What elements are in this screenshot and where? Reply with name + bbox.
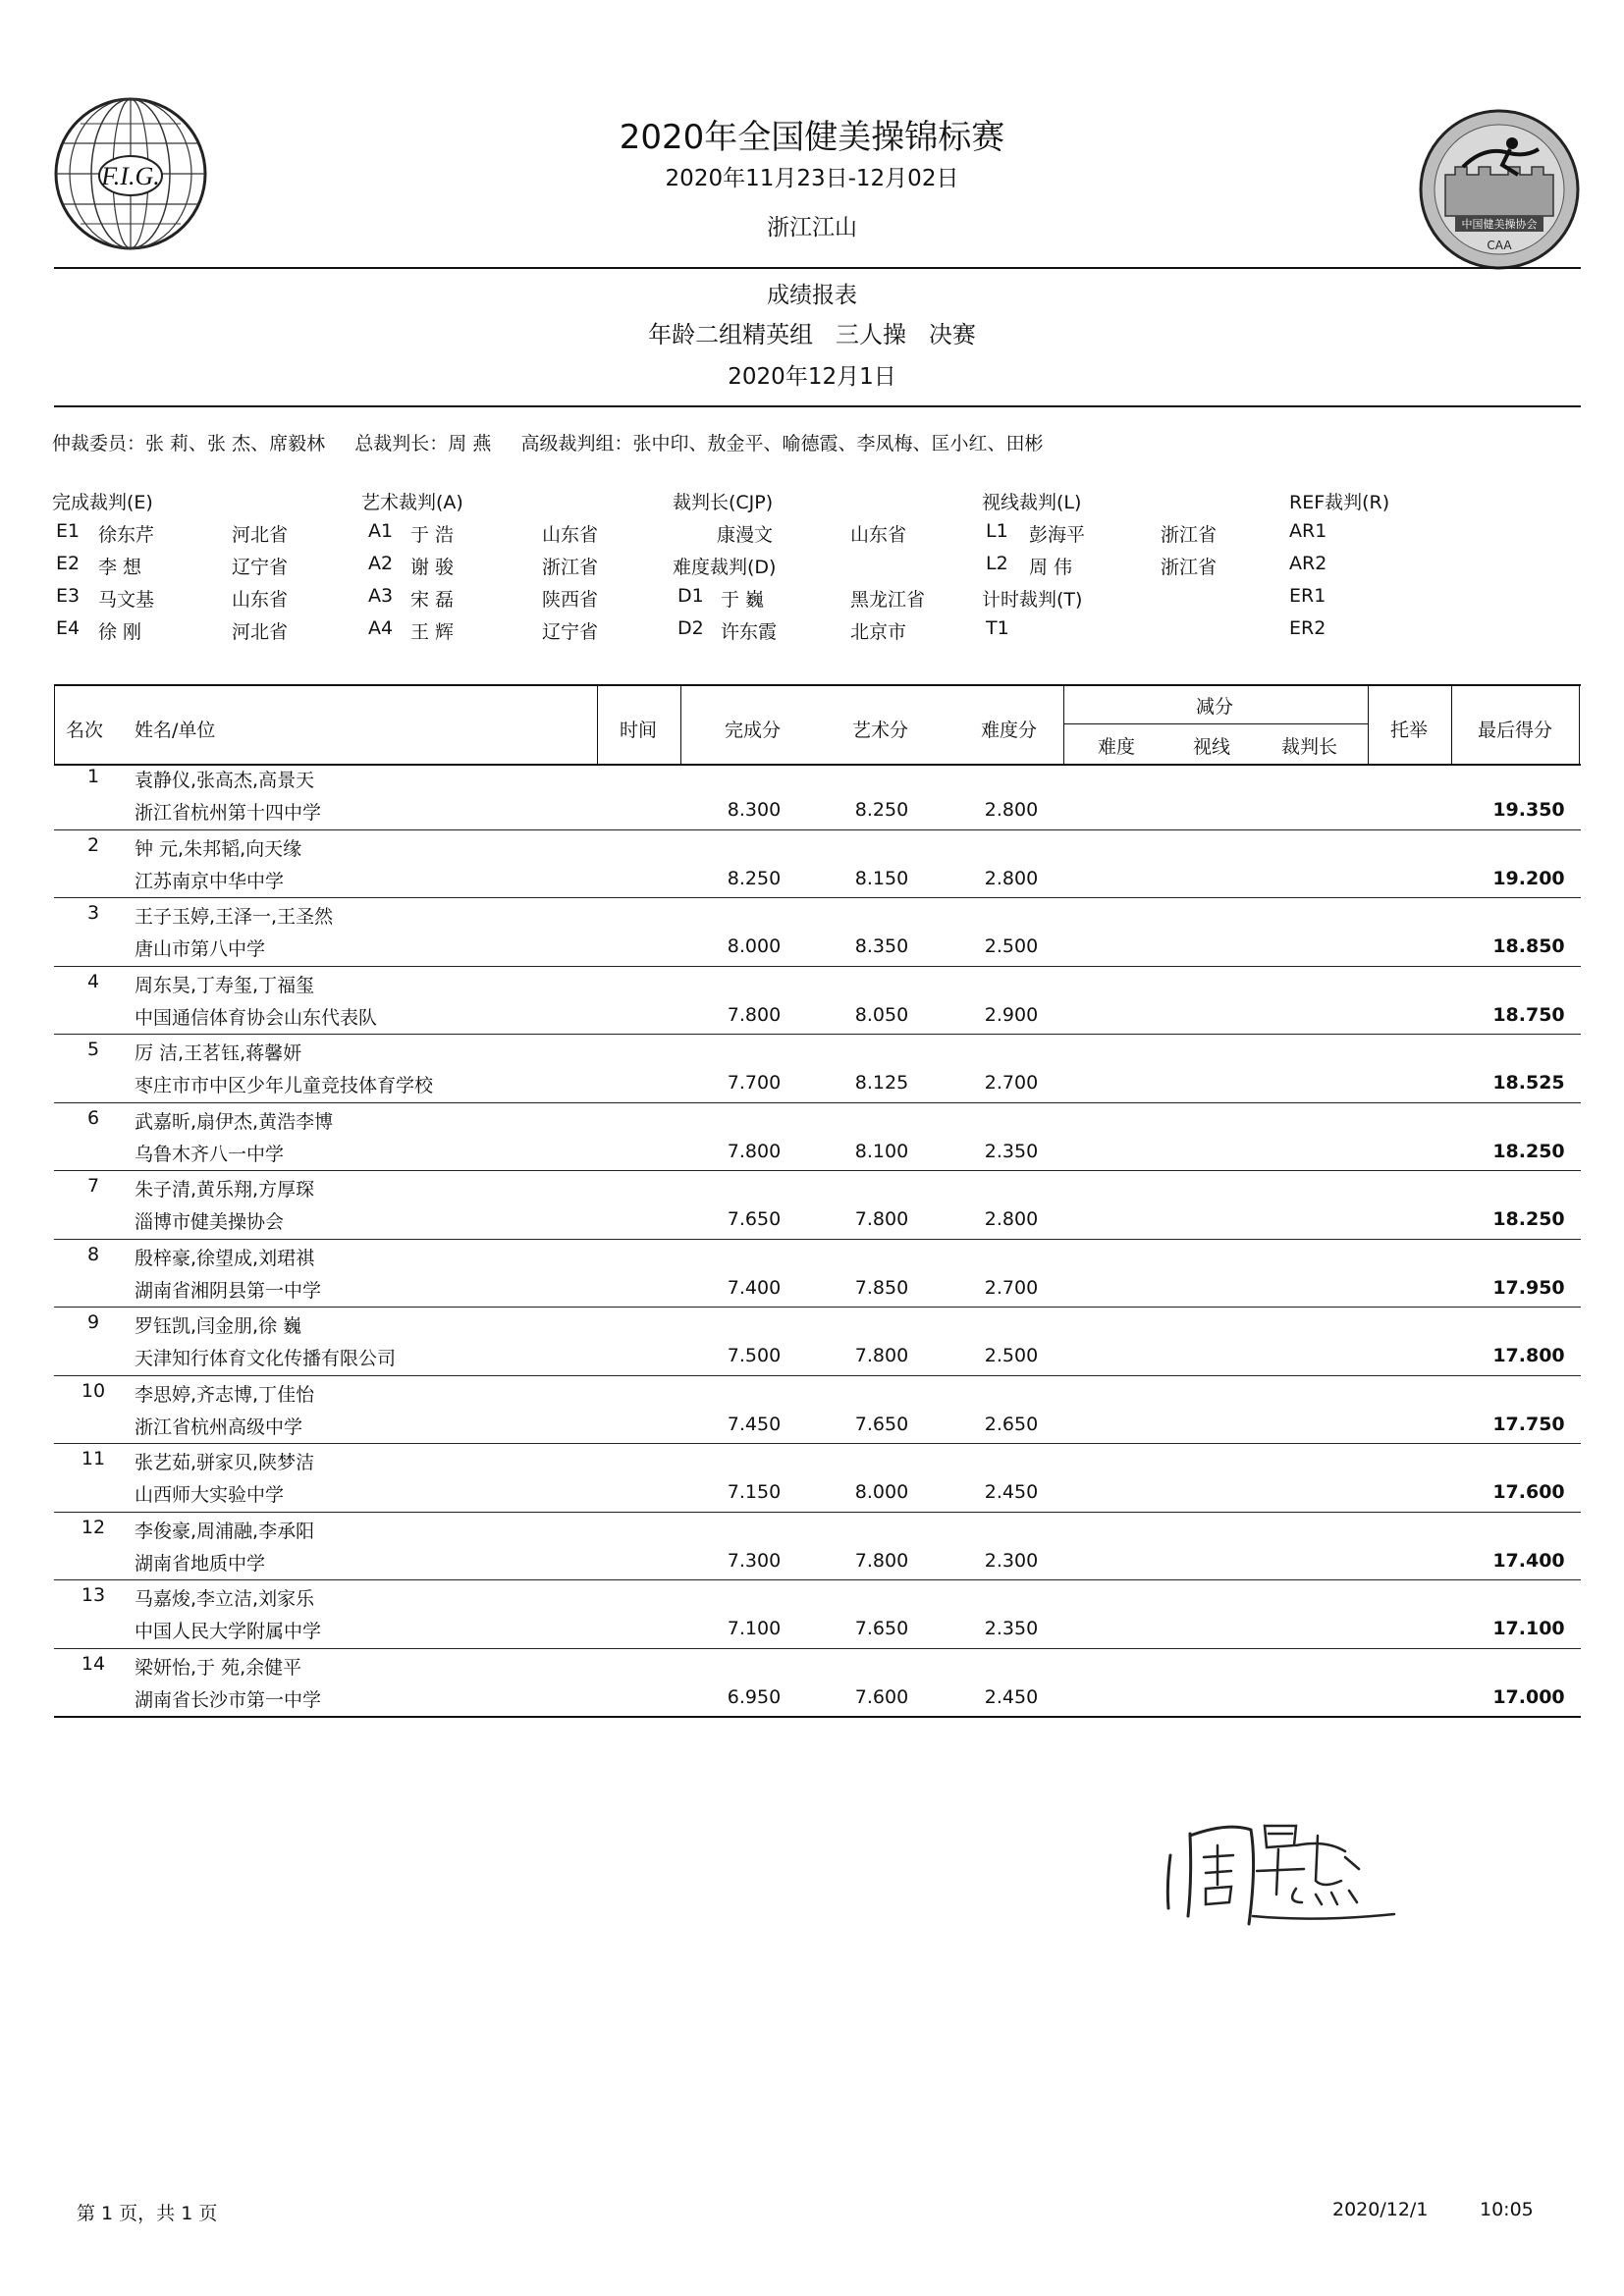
judge-name: 于 巍 bbox=[721, 589, 765, 611]
athlete-names: 梁妍怡,于 苑,余健平 bbox=[135, 1656, 302, 1679]
execution-score: 8.300 bbox=[727, 799, 782, 821]
athlete-names: 周东昊,丁寿玺,丁福玺 bbox=[135, 974, 315, 996]
committee-line: 仲裁委员：张 莉、张 杰、席毅林 总裁判长：周 燕 高级裁判组：张中印、敖金平、喻德霞、李凤梅、匡小红、田彬 bbox=[52, 433, 1044, 454]
fig-logo-text: F.I.G. bbox=[101, 162, 160, 190]
athlete-names: 朱子清,黄乐翔,方厚琛 bbox=[135, 1179, 315, 1201]
table-row bbox=[54, 1513, 1581, 1581]
final-score: 19.200 bbox=[1492, 867, 1565, 889]
team-unit: 山西师大实验中学 bbox=[135, 1484, 285, 1506]
difficulty-score: 2.900 bbox=[984, 1003, 1039, 1026]
team-unit: 天津知行体育文化传播有限公司 bbox=[135, 1348, 397, 1369]
athlete-names: 罗钰凯,闫金朋,徐 巍 bbox=[135, 1315, 302, 1337]
artistic-score: 7.650 bbox=[854, 1413, 909, 1435]
judge-province: 辽宁省 bbox=[542, 621, 599, 643]
results-table-header bbox=[54, 684, 1581, 766]
artistic-score: 7.650 bbox=[854, 1618, 909, 1639]
judge-code: E2 bbox=[56, 553, 81, 574]
judge-code: T1 bbox=[986, 617, 1009, 639]
judge-province: 河北省 bbox=[232, 621, 289, 643]
difficulty-score: 2.800 bbox=[984, 1208, 1039, 1230]
table-row bbox=[54, 1444, 1581, 1513]
final-score: 18.525 bbox=[1492, 1072, 1565, 1094]
caa-logo-abbr: CAA bbox=[1487, 239, 1512, 252]
cjp-province: 山东省 bbox=[850, 524, 907, 546]
col-rank: 名次 bbox=[66, 720, 104, 741]
judge-province: 北京市 bbox=[850, 621, 907, 643]
artistic-score: 8.050 bbox=[854, 1003, 909, 1026]
judge-province: 山东省 bbox=[542, 524, 599, 546]
difficulty-score: 2.500 bbox=[984, 935, 1039, 957]
judge-name: 李 想 bbox=[98, 557, 142, 578]
judge-province: 山东省 bbox=[232, 589, 289, 611]
event-location: 浙江江山 bbox=[767, 215, 857, 240]
judge-province: 浙江省 bbox=[542, 557, 599, 578]
rank: 3 bbox=[86, 902, 100, 924]
difficulty-score: 2.650 bbox=[984, 1413, 1039, 1435]
judge-name: 谢 骏 bbox=[410, 557, 455, 578]
results-table-body bbox=[54, 762, 1581, 1718]
artistic-score: 7.800 bbox=[854, 1208, 909, 1230]
artistic-score: 8.125 bbox=[854, 1072, 909, 1094]
rank: 2 bbox=[86, 833, 100, 856]
judge-code: ER2 bbox=[1289, 617, 1326, 639]
col-artistic: 艺术分 bbox=[852, 720, 909, 741]
judge-code: D1 bbox=[677, 585, 704, 607]
execution-score: 7.800 bbox=[727, 1140, 782, 1162]
execution-score: 7.500 bbox=[727, 1345, 782, 1366]
difficulty-score: 2.450 bbox=[984, 1685, 1039, 1708]
judge-code: AR2 bbox=[1289, 553, 1327, 574]
difficulty-score: 2.800 bbox=[984, 867, 1039, 889]
judge-name: 许东霞 bbox=[721, 621, 778, 643]
difficulty-score: 2.800 bbox=[984, 799, 1039, 821]
col-name-unit: 姓名/单位 bbox=[135, 720, 216, 741]
athlete-names: 武嘉昕,扇伊杰,黄浩李博 bbox=[135, 1110, 334, 1133]
execution-score: 8.250 bbox=[727, 867, 782, 889]
athlete-names: 袁静仪,张高杰,高景天 bbox=[135, 770, 315, 791]
report-event: 年龄二组精英组 三人操 决赛 bbox=[648, 321, 976, 348]
final-score: 17.750 bbox=[1492, 1413, 1565, 1435]
difficulty-score: 2.350 bbox=[984, 1618, 1039, 1639]
table-row bbox=[54, 1035, 1581, 1103]
judge-name: 彭海平 bbox=[1029, 524, 1086, 546]
judge-name: 宋 磊 bbox=[410, 589, 455, 611]
rank: 5 bbox=[86, 1039, 100, 1060]
athlete-names: 厉 洁,王茗钰,蒋馨妍 bbox=[135, 1042, 302, 1064]
execution-judges-title: 完成裁判(E) bbox=[52, 492, 153, 513]
rank: 8 bbox=[86, 1243, 100, 1265]
judge-code: E4 bbox=[56, 617, 81, 639]
judge-name: 周 伟 bbox=[1029, 557, 1073, 578]
artistic-score: 7.850 bbox=[854, 1276, 909, 1299]
rank: 6 bbox=[86, 1106, 100, 1129]
col-deductions: 减分 bbox=[1196, 696, 1234, 718]
rank: 9 bbox=[86, 1311, 100, 1333]
judge-province: 浙江省 bbox=[1161, 557, 1218, 578]
execution-score: 7.700 bbox=[727, 1072, 782, 1094]
judge-code: D2 bbox=[677, 617, 704, 639]
execution-score: 7.800 bbox=[727, 1003, 782, 1026]
table-row bbox=[54, 1308, 1581, 1376]
athlete-names: 殷梓豪,徐望成,刘珺祺 bbox=[135, 1247, 315, 1269]
difficulty-score: 2.350 bbox=[984, 1140, 1039, 1162]
final-score: 17.600 bbox=[1492, 1481, 1565, 1503]
judge-code: AR1 bbox=[1289, 520, 1327, 542]
col-lift: 托举 bbox=[1390, 720, 1429, 741]
final-score: 18.250 bbox=[1492, 1140, 1565, 1162]
col-final: 最后得分 bbox=[1478, 720, 1553, 741]
difficulty-score: 2.700 bbox=[984, 1276, 1039, 1299]
final-score: 17.800 bbox=[1492, 1345, 1565, 1366]
col-difficulty: 难度分 bbox=[981, 720, 1038, 741]
judge-province: 河北省 bbox=[232, 524, 289, 546]
final-score: 18.250 bbox=[1492, 1208, 1565, 1230]
judge-name: 于 浩 bbox=[410, 524, 455, 546]
judge-province: 辽宁省 bbox=[232, 557, 289, 578]
judge-code: E3 bbox=[56, 585, 81, 607]
rank: 4 bbox=[86, 970, 100, 992]
judge-code: A3 bbox=[368, 585, 394, 607]
timing-judges-title: 计时裁判(T) bbox=[982, 589, 1083, 611]
artistic-judges-title: 艺术裁判(A) bbox=[361, 492, 463, 513]
judge-code: A4 bbox=[368, 617, 394, 639]
table-row bbox=[54, 830, 1581, 899]
athlete-names: 马嘉焌,李立洁,刘家乐 bbox=[135, 1588, 315, 1610]
table-row bbox=[54, 1376, 1581, 1445]
table-row bbox=[54, 1171, 1581, 1240]
line-judges-title: 视线裁判(L) bbox=[982, 492, 1082, 513]
col-time: 时间 bbox=[620, 720, 658, 741]
execution-score: 6.950 bbox=[727, 1685, 782, 1708]
team-unit: 浙江省杭州高级中学 bbox=[135, 1415, 303, 1438]
artistic-score: 8.000 bbox=[854, 1481, 909, 1503]
page-title: 2020年全国健美操锦标赛 bbox=[619, 118, 1005, 157]
execution-score: 8.000 bbox=[727, 935, 782, 957]
judge-code: L2 bbox=[986, 553, 1008, 574]
table-row bbox=[54, 1103, 1581, 1172]
judge-code: A2 bbox=[368, 553, 394, 574]
difficulty-score: 2.450 bbox=[984, 1481, 1039, 1503]
judge-province: 浙江省 bbox=[1161, 524, 1218, 546]
header-divider bbox=[54, 267, 1581, 269]
col-execution: 完成分 bbox=[725, 720, 782, 741]
difficulty-score: 2.300 bbox=[984, 1549, 1039, 1572]
col-ded-cjp: 裁判长 bbox=[1281, 736, 1338, 758]
team-unit: 枣庄市市中区少年儿童竞技体育学校 bbox=[135, 1075, 434, 1096]
table-row bbox=[54, 1240, 1581, 1308]
artistic-score: 7.800 bbox=[854, 1345, 909, 1366]
rank: 10 bbox=[81, 1379, 106, 1402]
final-score: 18.750 bbox=[1492, 1003, 1565, 1026]
final-score: 18.850 bbox=[1492, 935, 1565, 957]
rank: 14 bbox=[81, 1652, 106, 1675]
print-time: 10:05 bbox=[1480, 2199, 1534, 2220]
judge-name: 王 辉 bbox=[410, 621, 455, 643]
judge-province: 陕西省 bbox=[542, 589, 599, 611]
execution-score: 7.100 bbox=[727, 1618, 782, 1639]
artistic-score: 7.600 bbox=[854, 1685, 909, 1708]
difficulty-judges-title: 难度裁判(D) bbox=[673, 557, 777, 578]
table-row bbox=[54, 967, 1581, 1036]
judge-code: E1 bbox=[56, 520, 81, 542]
judges-panel bbox=[0, 488, 1624, 645]
event-dates: 2020年11月23日-12月02日 bbox=[665, 166, 959, 191]
ref-judges-title: REF裁判(R) bbox=[1289, 492, 1390, 513]
col-ded-difficulty: 难度 bbox=[1098, 736, 1136, 758]
team-unit: 江苏南京中华中学 bbox=[135, 870, 285, 892]
artistic-score: 7.800 bbox=[854, 1549, 909, 1572]
table-row bbox=[54, 762, 1581, 830]
artistic-score: 8.100 bbox=[854, 1140, 909, 1162]
report-title: 成绩报表 bbox=[767, 283, 857, 308]
judge-code: ER1 bbox=[1289, 585, 1326, 607]
rank: 13 bbox=[81, 1584, 106, 1606]
rank: 1 bbox=[86, 766, 100, 787]
judge-name: 马文基 bbox=[98, 589, 155, 611]
cjp-name: 康漫文 bbox=[717, 524, 774, 546]
final-score: 17.000 bbox=[1492, 1685, 1565, 1708]
report-date: 2020年12月1日 bbox=[728, 364, 896, 390]
athlete-names: 李思婷,齐志博,丁佳怡 bbox=[135, 1383, 315, 1406]
team-unit: 浙江省杭州第十四中学 bbox=[135, 802, 322, 824]
final-score: 17.400 bbox=[1492, 1549, 1565, 1572]
artistic-score: 8.150 bbox=[854, 867, 909, 889]
team-unit: 湖南省地质中学 bbox=[135, 1552, 266, 1575]
team-unit: 淄博市健美操协会 bbox=[135, 1211, 285, 1233]
judge-name: 徐 刚 bbox=[98, 621, 142, 643]
difficulty-score: 2.700 bbox=[984, 1072, 1039, 1094]
athlete-names: 王子玉婷,王泽一,王圣然 bbox=[135, 906, 334, 928]
col-ded-line: 视线 bbox=[1193, 736, 1231, 758]
rank: 12 bbox=[81, 1516, 106, 1538]
signature bbox=[1149, 1787, 1404, 1934]
team-unit: 湖南省湘阴县第一中学 bbox=[135, 1279, 322, 1302]
final-score: 17.100 bbox=[1492, 1618, 1565, 1639]
report-divider bbox=[54, 405, 1581, 407]
artistic-score: 8.350 bbox=[854, 935, 909, 957]
final-score: 17.950 bbox=[1492, 1276, 1565, 1299]
judge-code: L1 bbox=[986, 520, 1008, 542]
athlete-names: 张艺茹,骈家贝,陕梦洁 bbox=[135, 1452, 315, 1473]
team-unit: 唐山市第八中学 bbox=[135, 938, 266, 960]
execution-score: 7.450 bbox=[727, 1413, 782, 1435]
athlete-names: 钟 元,朱邦韬,向天缘 bbox=[135, 837, 302, 860]
cjp-title: 裁判长(CJP) bbox=[673, 492, 774, 513]
artistic-score: 8.250 bbox=[854, 799, 909, 821]
print-date: 2020/12/1 bbox=[1332, 2199, 1429, 2220]
rank: 11 bbox=[81, 1448, 106, 1469]
team-unit: 乌鲁木齐八一中学 bbox=[135, 1143, 285, 1165]
athlete-names: 李俊豪,周浦融,李承阳 bbox=[135, 1520, 315, 1542]
execution-score: 7.150 bbox=[727, 1481, 782, 1503]
execution-score: 7.650 bbox=[727, 1208, 782, 1230]
table-row bbox=[54, 1649, 1581, 1719]
execution-score: 7.400 bbox=[727, 1276, 782, 1299]
caa-logo-text: 中国健美操协会 bbox=[1461, 218, 1538, 231]
rank: 7 bbox=[86, 1175, 100, 1197]
judge-code: A1 bbox=[368, 520, 394, 542]
team-unit: 湖南省长沙市第一中学 bbox=[135, 1688, 322, 1711]
page-number: 第 1 页，共 1 页 bbox=[77, 2203, 218, 2224]
execution-score: 7.300 bbox=[727, 1549, 782, 1572]
table-row bbox=[54, 898, 1581, 967]
judge-name: 徐东芹 bbox=[98, 524, 155, 546]
judge-province: 黑龙江省 bbox=[850, 589, 926, 611]
difficulty-score: 2.500 bbox=[984, 1345, 1039, 1366]
team-unit: 中国人民大学附属中学 bbox=[135, 1621, 322, 1642]
team-unit: 中国通信体育协会山东代表队 bbox=[135, 1006, 378, 1029]
final-score: 19.350 bbox=[1492, 799, 1565, 821]
table-row bbox=[54, 1580, 1581, 1649]
